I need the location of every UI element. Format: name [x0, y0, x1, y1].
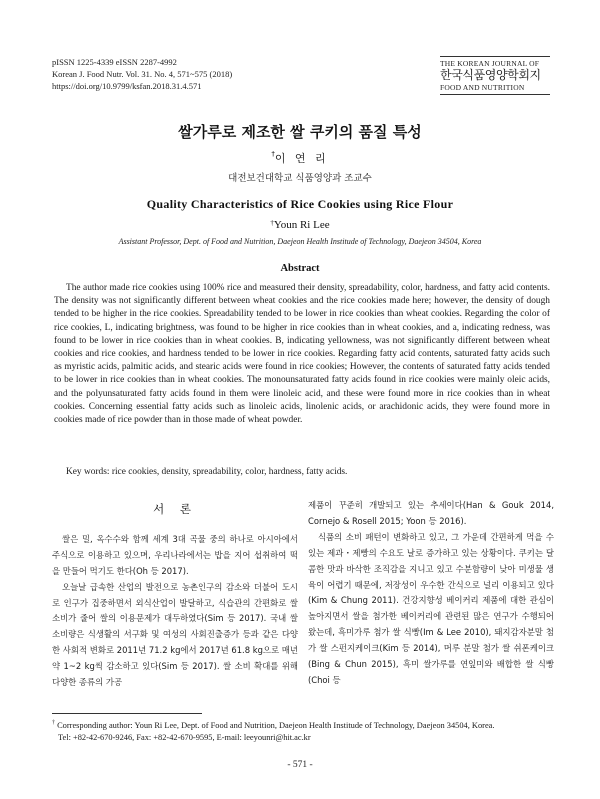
footnote-mark: † [52, 720, 55, 726]
author-korean [0, 150, 600, 166]
author-english [0, 219, 600, 231]
corresponding-author-footnote [52, 717, 552, 744]
footnote-text-1: Corresponding author: Youn Ri Lee, Dept. of Food and Nutrition, Daejeon Health Institude of Technology, Daejeon 34504, Korea. [57, 720, 495, 730]
footnote-line-2: Tel: +82-42-670-9246, Fax: +82-42-670-9595, E-mail: leeyounri@hit.ac.kr [58, 732, 311, 742]
author-english-name: Youn Ri Lee [273, 219, 330, 231]
journal-masthead [440, 56, 550, 95]
affiliation-english: Assistant Professor, Dept. of Food and Nutrition, Daejeon Health Institude of Technology, Daejeon 34504, Korea [118, 237, 482, 246]
masthead-rule-top [440, 56, 550, 57]
title-korean: 쌀가루로 제조한 쌀 쿠키의 품질 특성 [178, 123, 422, 141]
abstract-heading: Abstract [280, 263, 320, 274]
intro-paragraph-3: 식품의 소비 패턴이 변화하고 있고, 그 가운데 간편하게 먹을 수 있는 제과・제빵의 수요도 날로 증가하고 있는 상황이다. 쿠키는 달콤한 맛과 바삭한 조직감을 지니고 있고 수분함량이 낮아 미생물 생육이 어렵기 때문에, 저장성이 우수한 간식으로 널리 이용되고 있다(Kim & Chung 2011). 건강지향성 베이커리 제품에 대한 관심이 높아지면서 쌀을 첨가한 베이커리에 관련된 많은 연구가 수행되어 왔는데, 흑미가루 첨가 쌀 식빵(Im & Lee 2010), 돼지감자분말 첨가 쌀 스펀지케이크(Kim 등 2014), 머루 분말 첨가 쌀 쉬폰케이크(Bing & Chun 2015), 흑미 쌀가루를 연잎미와 배합한 쌀 식빵(Choi 등 [308, 531, 554, 685]
journal-name-ko: 한국식품영양학회지 [440, 68, 541, 82]
intro-paragraph-2-cont: 제품이 꾸준히 개발되고 있는 추세이다(Han & Gouk 2014, Cornejo & Rosell 2015; Yoon 등 2016). [308, 500, 554, 526]
doi-link[interactable]: https://doi.org/10.9799/ksfan.2018.31.4.571 [52, 81, 202, 91]
intro-paragraph-2: 오늘날 급속한 산업의 발전으로 농촌인구의 감소와 더불어 도시로 인구가 집중하면서 외식산업이 발달하고, 식습관의 간편화로 쌀 소비가 줄어 쌀의 이용문제가 대두하였다(Sim 등 2017). 국내 쌀 소비량은 식생활의 서구화 및 여성의 사회진출증가 등과 같은 다양한 사회적 변화로 2011년 71.2 kg에서 2017년 61.8 kg으로 매년 약 1~2 kg씩 감소하고 있다(Sim 등 2017). 쌀 소비 확대를 위해 다양한 종류의 가공 [52, 581, 298, 688]
issn-line: pISSN 1225-4339 eISSN 2287-4992 [52, 57, 177, 67]
keywords: Key words: rice cookies, density, spreadability, color, hardness, fatty acids. [66, 467, 348, 477]
left-column [52, 498, 298, 691]
author-korean-name: 이 연 리 [274, 152, 329, 165]
journal-name-en-bottom: FOOD AND NUTRITION [440, 83, 525, 92]
right-column [308, 498, 554, 689]
page-number: - 571 - [287, 760, 313, 770]
citation-line: Korean J. Food Nutr. Vol. 31. No. 4, 571~575 (2018) [52, 69, 233, 79]
masthead-rule-bottom [440, 94, 550, 95]
title-english: Quality Characteristics of Rice Cookies using Rice Flour [146, 197, 454, 211]
affiliation-korean: 대전보건대학교 식품영양과 조교수 [228, 173, 372, 184]
author-mark-en: † [270, 219, 274, 227]
citation-block [52, 56, 232, 92]
footnote-divider [52, 713, 202, 714]
section-heading-introduction: 서 론 [153, 502, 197, 516]
journal-name-en-top: THE KOREAN JOURNAL OF [440, 59, 540, 68]
footnote-line-1 [52, 717, 552, 732]
abstract-body: The author made rice cookies using 100% rice and measured their density, spreadability, color, hardness, and fatty acid contents. The density was not significantly different between wheat cookies and the rice cookies made here; however, the density of dough tended to be higher in the rice cookies. Spreadability tended to be lower in rice cookies than wheat cookies. Regarding the color of rice cookies, L, indicating brightness, was found to be higher in rice cookies than in wheat cookies, and a, indicating redness, was found to be lower in rice cookies than in wheat cookies. B, indicating yellowness, was not significantly different between wheat cookies and rice cookies, and hardness tended to be lower in rice cookies. Regarding fatty acid contents, saturated fatty acids such as myristic acids, palmitic acids, and stearic acids were found in rice cookies; However, the contents of saturated fatty acids tended to be lower in rice cookies than in wheat cookies. The monounsaturated fatty acids found in rice cookies were mainly oleic acids, and the polyunsaturated fatty acids found in them were linoleic acid, and these were found more in rice cookies than in wheat cookies. Concerning essential fatty acids such as linoleic acids, linolenic acids, or arachidonic acids, they were found more in cookies made of rice powder than in those made of wheat powder. [54, 283, 550, 426]
author-mark: † [271, 150, 275, 158]
intro-paragraph-1: 쌀은 밀, 옥수수와 함께 세계 3대 곡물 중의 하나로 아시아에서 주식으로 이용하고 있으며, 우리나라에서는 밥을 지어 섭취하여 떡을 만들어 먹기도 한다(Oh 등 2017). [52, 533, 298, 576]
